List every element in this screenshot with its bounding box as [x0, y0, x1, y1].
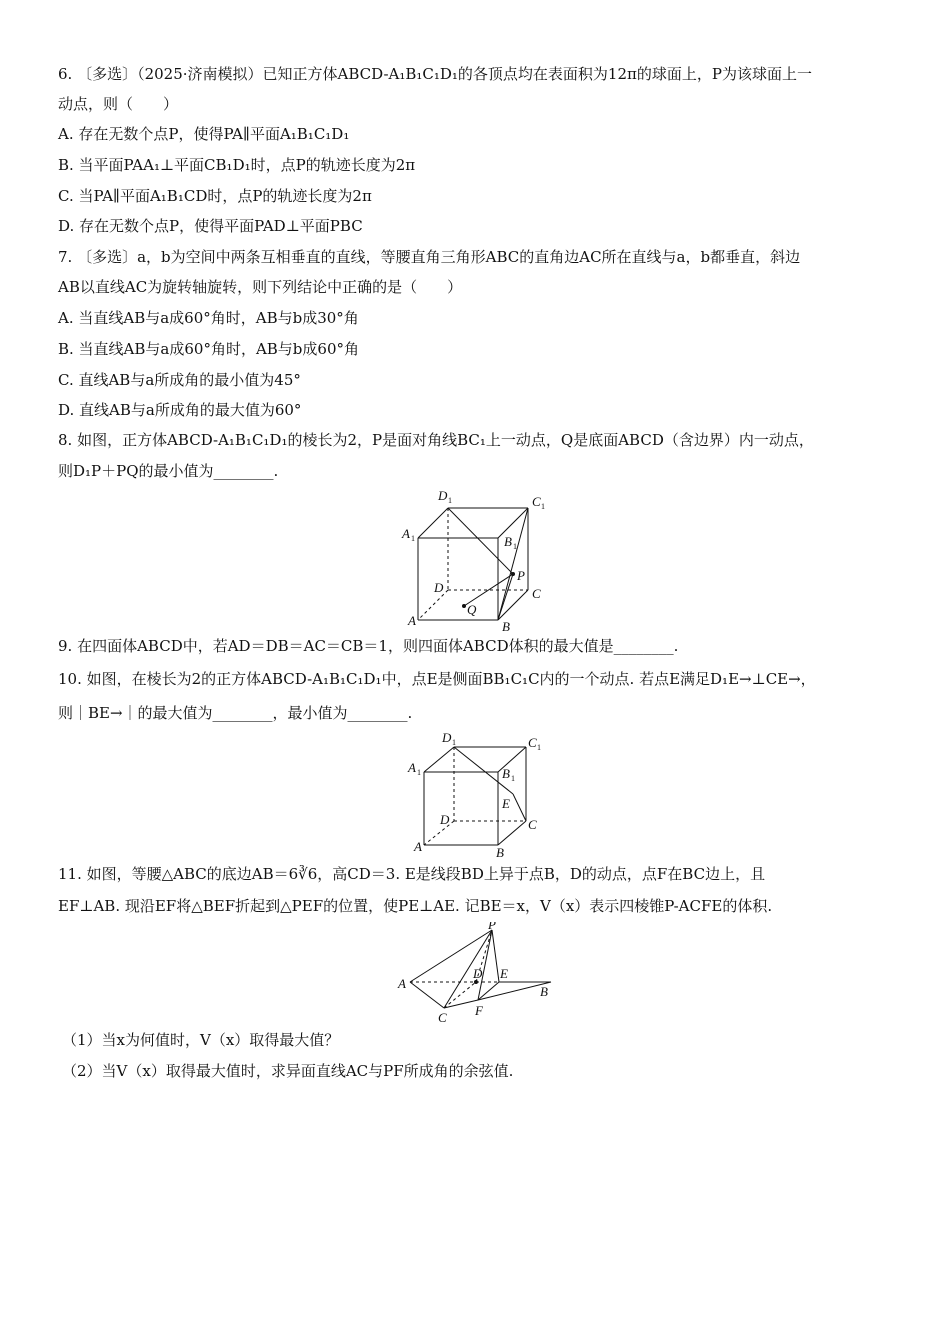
- fig8-label-d: D: [434, 580, 444, 595]
- fig10-label-b1-sub: 1: [511, 774, 515, 783]
- q6-option-c: C. 当PA∥平面A₁B₁CD时，点P的轨迹长度为2π: [58, 187, 372, 205]
- fig10-label-b1: B: [502, 766, 510, 781]
- q11-subquestion-2: （2）当V（x）取得最大值时，求异面直线AC与PF所成角的余弦值.: [62, 1062, 514, 1080]
- fig10-label-a1: A: [408, 760, 416, 775]
- q10-line2: 则｜BE→｜的最大值为________，最小值为________.: [58, 704, 413, 722]
- figure-10-cube: [406, 730, 556, 858]
- q7-option-b: B. 当直线AB与a成60°角时，AB与b成60°角: [58, 340, 359, 358]
- fig8-label-c1-sub: 1: [541, 502, 545, 511]
- fig11-label-a: A: [398, 976, 406, 991]
- fig10-label-b: B: [496, 845, 504, 858]
- q6-option-d: D. 存在无数个点P，使得平面PAD⊥平面PBC: [58, 217, 363, 235]
- q7-option-d: D. 直线AB与a所成角的最大值为60°: [58, 401, 302, 419]
- fig10-label-a: A: [414, 839, 422, 854]
- q11-line2: EF⊥AB. 现沿EF将△BEF折起到△PEF的位置，使PE⊥AE. 记BE＝x，V（x）表示四棱锥P-ACFE的体积.: [58, 897, 773, 915]
- q7-option-c: C. 直线AB与a所成角的最小值为45°: [58, 371, 301, 389]
- fig10-label-d1: D: [442, 730, 452, 745]
- fig11-label-d: D: [473, 966, 483, 981]
- q6-option-b: B. 当平面PAA₁⊥平面CB₁D₁时，点P的轨迹长度为2π: [58, 156, 416, 174]
- fig8-label-q: Q: [467, 602, 477, 617]
- figure-8-cube: [398, 488, 558, 636]
- q9-line1: 9. 在四面体ABCD中，若AD＝DB＝AC＝CB＝1，则四面体ABCD体积的最大值是________.: [58, 637, 679, 655]
- fig10-label-d1-sub: 1: [452, 738, 456, 747]
- fig8-label-a1: A: [402, 526, 410, 541]
- q8-line2: 则D₁P＋PQ的最小值为________.: [58, 462, 279, 480]
- fig11-label-p: P: [488, 922, 496, 932]
- fig10-label-c: C: [528, 817, 537, 832]
- fig8-label-d1: D: [438, 488, 448, 503]
- fig10-label-d: D: [440, 812, 450, 827]
- fig8-label-b: B: [502, 619, 510, 634]
- fig10-label-c1: C: [528, 735, 537, 750]
- q11-line1: 11. 如图，等腰△ABC的底边AB＝6∛6，高CD＝3. E是线段BD上异于点B，D的动点，点F在BC边上，且: [58, 865, 766, 883]
- q11-subquestion-1: （1）当x为何值时，V（x）取得最大值？: [62, 1031, 340, 1049]
- q6-option-a: A. 存在无数个点P，使得PA∥平面A₁B₁C₁D₁: [58, 125, 350, 143]
- fig8-label-p: P: [517, 568, 525, 583]
- fig8-label-a: A: [408, 613, 416, 628]
- fig8-label-a1-sub: 1: [411, 534, 415, 543]
- fig8-label-b1-sub: 1: [513, 542, 517, 551]
- fig11-label-e: E: [500, 966, 508, 981]
- q10-line1: 10. 如图，在棱长为2的正方体ABCD-A₁B₁C₁D₁中，点E是侧面BB₁C₁C内的一个动点. 若点E满足D₁E→⊥CE→，: [58, 670, 816, 688]
- fig8-label-b1: B: [504, 534, 512, 549]
- q7-line1: 7. 〔多选〕a，b为空间中两条互相垂直的直线，等腰直角三角形ABC的直角边AC所在直线与a，b都垂直，斜边: [58, 248, 801, 266]
- fig10-label-e: E: [502, 796, 510, 811]
- q6-line1: 6. 〔多选〕（2025·济南模拟）已知正方体ABCD-A₁B₁C₁D₁的各顶点均在表面积为12π的球面上，P为该球面上一: [58, 65, 812, 83]
- fig11-label-f: F: [475, 1003, 483, 1018]
- fig8-label-c: C: [532, 586, 541, 601]
- q7-option-a: A. 当直线AB与a成60°角时，AB与b成30°角: [58, 309, 359, 327]
- fig10-label-c1-sub: 1: [537, 743, 541, 752]
- fig10-label-a1-sub: 1: [417, 768, 421, 777]
- q8-line1: 8. 如图，正方体ABCD-A₁B₁C₁D₁的棱长为2，P是面对角线BC₁上一动点，Q是底面ABCD（含边界）内一动点，: [58, 431, 814, 449]
- fig8-label-d1-sub: 1: [448, 496, 452, 505]
- fig11-label-b: B: [540, 984, 548, 999]
- figure-11-pyramid: [396, 922, 558, 1026]
- fig11-label-c: C: [438, 1010, 447, 1025]
- fig8-label-c1: C: [532, 494, 541, 509]
- q7-line2: AB以直线AC为旋转轴旋转，则下列结论中正确的是（ ）: [58, 278, 463, 296]
- q6-line2: 动点，则（ ）: [58, 95, 179, 113]
